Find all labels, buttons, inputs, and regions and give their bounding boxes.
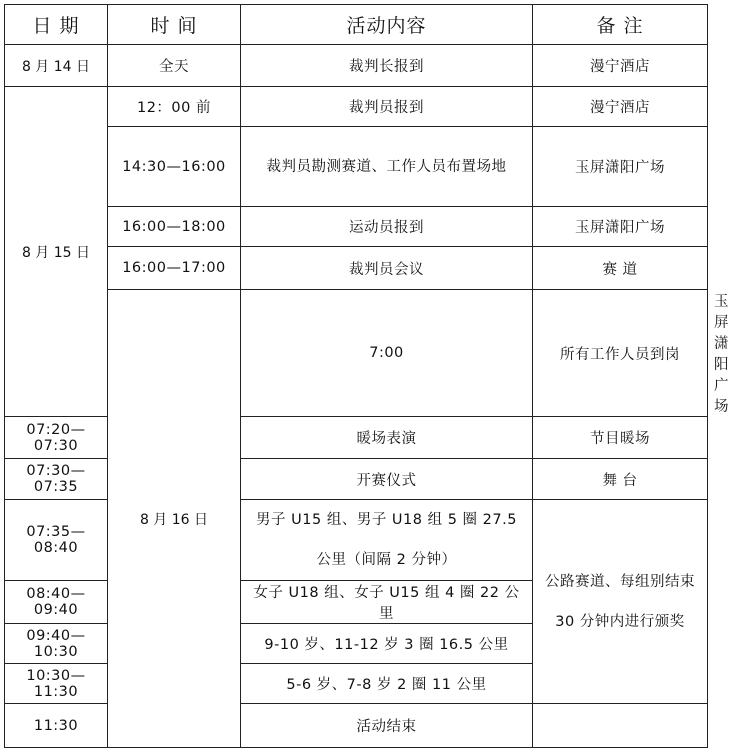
time-cell: 16:00—17:00: [108, 247, 241, 290]
date-cell: 8 月 14 日: [5, 45, 108, 87]
activity-cell: 裁判长报到: [241, 45, 533, 87]
activity-cell: 裁判员报到: [241, 87, 533, 127]
activity-cell: 5-6 岁、7-8 岁 2 圈 11 公里: [241, 664, 533, 704]
note-cell: 公路赛道、每组别结束 30 分钟内进行颁奖: [533, 500, 708, 704]
note-cell: 赛 道: [533, 247, 708, 290]
activity-cell: 男子 U15 组、男子 U18 组 5 圈 27.5 公里（间隔 2 分钟）: [241, 500, 533, 581]
activity-cell: 9-10 岁、11-12 岁 3 圈 16.5 公里: [241, 624, 533, 664]
note-cell: 节目暖场: [533, 417, 708, 459]
time-cell: 07:30—07:35: [5, 459, 108, 500]
time-cell: 09:40—10:30: [5, 624, 108, 664]
time-cell: 07:20—07:30: [5, 417, 108, 459]
time-cell: 10:30—11:30: [5, 664, 108, 704]
activity-cell: 开赛仪式: [241, 459, 533, 500]
activity-cell: 所有工作人员到岗: [533, 290, 708, 417]
time-cell: 全天: [108, 45, 241, 87]
note-cell: 玉屏潇阳广场: [533, 207, 708, 247]
time-cell: 14:30—16:00: [108, 127, 241, 207]
time-cell: 07:35—08:40: [5, 500, 108, 581]
date-cell: 8 月 16 日: [108, 290, 241, 748]
note-cell: 玉屏潇阳广场: [533, 127, 708, 207]
time-cell: 7:00: [241, 290, 533, 417]
table-row: [5, 45, 708, 87]
table-row: [5, 247, 708, 290]
note-cell: [533, 704, 708, 748]
header-time: 时 间: [108, 5, 241, 45]
time-cell: 08:40—09:40: [5, 581, 108, 624]
header-activity: 活动内容: [241, 5, 533, 45]
date-cell: 8 月 15 日: [5, 87, 108, 417]
table-row: [5, 87, 708, 127]
activity-cell: 暖场表演: [241, 417, 533, 459]
table-row: [5, 207, 708, 247]
activity-cell: 运动员报到: [241, 207, 533, 247]
table-row: [5, 127, 708, 207]
header-note: 备 注: [533, 5, 708, 45]
header-row: [5, 5, 708, 45]
time-cell: 16:00—18:00: [108, 207, 241, 247]
time-cell: 11:30: [5, 704, 108, 748]
time-cell: 12：00 前: [108, 87, 241, 127]
schedule-table: [4, 4, 729, 748]
table-row: 8 月 16 日 7:00 所有工作人员到岗 玉屏潇阳广场: [5, 290, 708, 417]
activity-cell: 裁判员勘测赛道、工作人员布置场地: [241, 127, 533, 207]
activity-cell: 活动结束: [241, 704, 533, 748]
header-date: 日 期: [5, 5, 108, 45]
activity-cell: 女子 U18 组、女子 U15 组 4 圈 22 公里: [241, 581, 533, 624]
activity-cell: 裁判员会议: [241, 247, 533, 290]
note-cell: 舞 台: [533, 459, 708, 500]
note-cell: 漫宁酒店: [533, 87, 708, 127]
note-cell: 漫宁酒店: [533, 45, 708, 87]
